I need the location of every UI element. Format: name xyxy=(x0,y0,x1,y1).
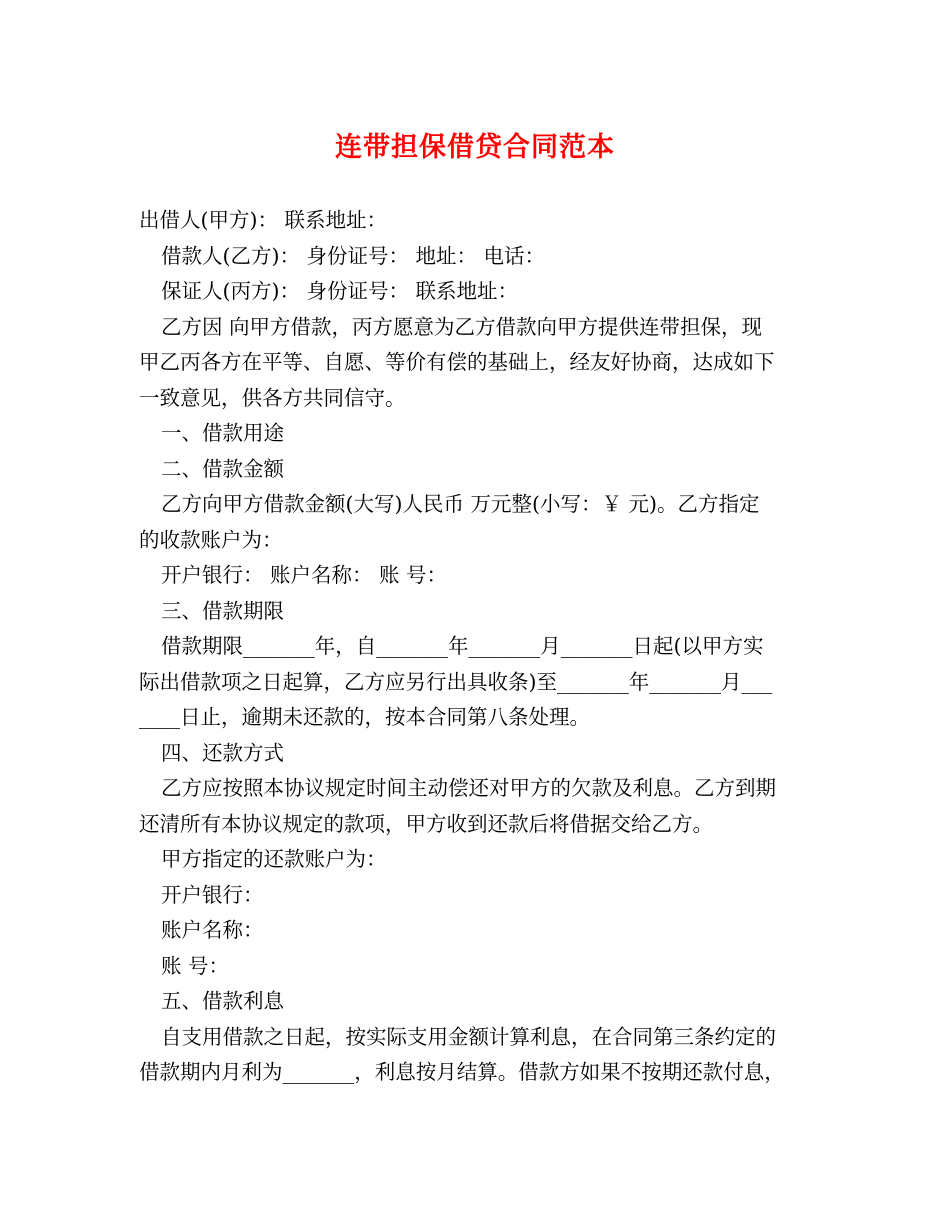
document-title: 连带担保借贷合同范本 xyxy=(335,132,615,163)
paragraph-line-intro-cont: 甲乙丙各方在平等、自愿、等价有偿的基础上，经友好协商，达成如下 xyxy=(139,350,775,374)
paragraph-line-account-number: 账 号： xyxy=(161,953,230,978)
paragraph-line-amount-cont: 的收款账户为： xyxy=(139,527,283,552)
paragraph-line-intro-end: 一致意见，供各方共同信守。 xyxy=(139,385,406,410)
paragraph-line-bank: 开户银行： xyxy=(161,882,264,907)
paragraph-line-receiving-account: 开户银行： 账户名称： 账 号： xyxy=(161,563,448,587)
paragraph-line-term-cont: 际出借款项之日起算，乙方应另行出具收条)至_______年_______月___ xyxy=(139,669,773,694)
paragraph-line-term-end: ____日止，逾期未还款的，按本合同第八条处理。 xyxy=(139,705,590,729)
paragraph-line-intro: 乙方因 向甲方借款，丙方愿意为乙方借款向甲方提供连带担保，现 xyxy=(161,314,763,339)
paragraph-line-guarantor: 保证人(丙方)： 身份证号： 联系地址： xyxy=(161,279,519,303)
paragraph-line-lender: 出借人(甲方)： 联系地址： xyxy=(139,208,388,232)
section-heading-repayment: 四、还款方式 xyxy=(161,740,284,765)
paragraph-line-repayment-cont: 还清所有本协议规定的款项，甲方收到还款后将借据交给乙方。 xyxy=(139,811,713,836)
paragraph-line-repayment-account: 甲方指定的还款账户为： xyxy=(161,847,387,871)
paragraph-line-borrower: 借款人(乙方)： 身份证号： 地址： 电话： xyxy=(161,243,546,268)
paragraph-line-interest: 自支用借款之日起，按实际支用金额计算利息，在合同第三条约定的 xyxy=(161,1024,776,1049)
paragraph-line-account-name: 账户名称： xyxy=(161,918,264,942)
section-heading-purpose: 一、借款用途 xyxy=(161,421,284,445)
section-heading-term: 三、借款期限 xyxy=(161,598,284,623)
paragraph-line-interest-cont: 借款期内月利为_______，利息按月结算。借款方如果不按期还款付息， xyxy=(139,1060,785,1084)
document-body xyxy=(139,203,819,1091)
paragraph-line-repayment: 乙方应按照本协议规定时间主动偿还对甲方的欠款及利息。乙方到期 xyxy=(161,776,776,800)
paragraph-line-term: 借款期限_______年，自_______年_______月_______日起(以甲方实 xyxy=(161,634,764,658)
section-heading-interest: 五、借款利息 xyxy=(161,989,284,1013)
paragraph-line-amount: 乙方向甲方借款金额(大写)人民币 万元整(小写：￥ 元)。乙方指定 xyxy=(161,492,760,516)
section-heading-amount: 二、借款金额 xyxy=(161,456,284,481)
